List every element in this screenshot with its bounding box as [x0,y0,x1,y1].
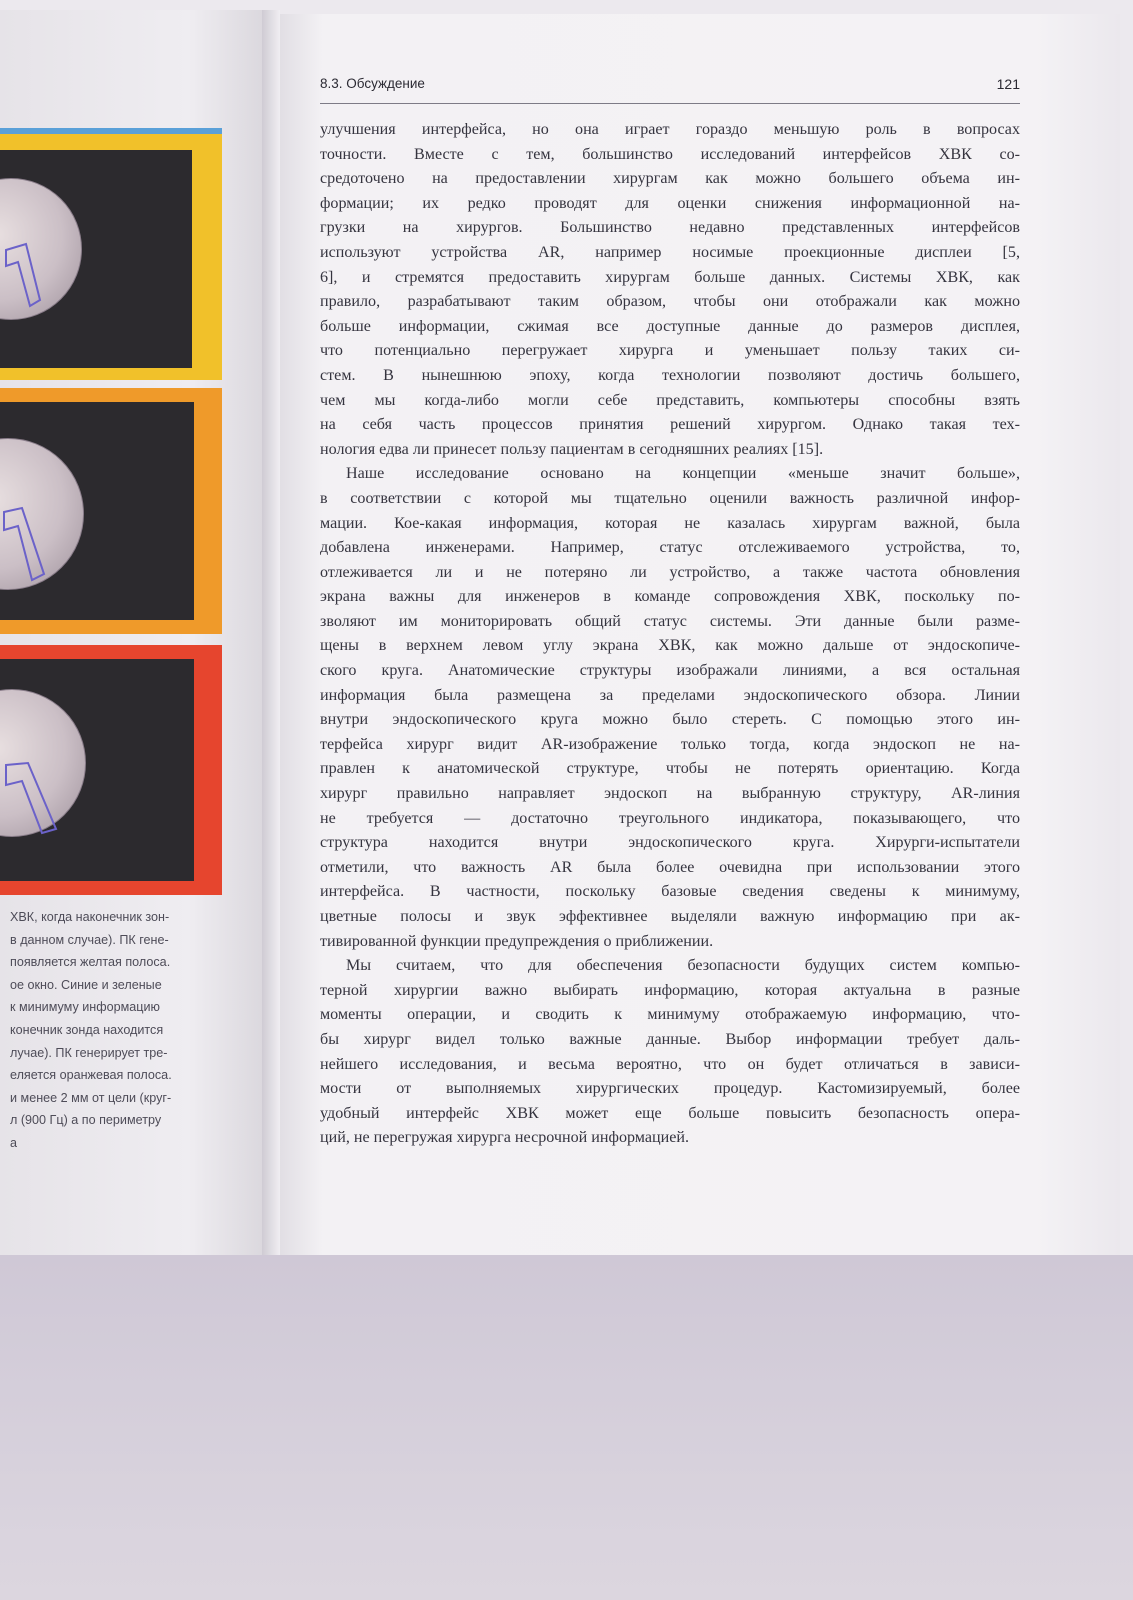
text-line: тивированной функции предупреждения о приближении. [320,932,714,950]
text-line: что потенциально перегружает хирурга и уменьшает пользу таких си- [320,342,1020,360]
text-line: зволяют им мониторировать общий статус системы. Эти данные были разме- [320,612,1020,630]
text-line: правило, разрабатывают таким образом, чтобы они отображали как можно [320,293,1020,311]
running-head [320,76,1020,98]
text-line: отметили, что важность AR была более очевидна при использовании этого [320,858,1020,876]
body-text [320,118,1020,1151]
caption-line: л (900 Гц) а по периметру [10,1113,162,1128]
text-line: экрана важны для инженеров в команде сопровождения ХВК, поскольку по- [320,588,1020,606]
caption-line: в данном случае). ПК гене- [10,932,169,947]
paragraph [320,118,1020,462]
text-line: добавлена инженерами. Например, статус отслеживаемого устройства, то, [320,539,1020,557]
text-line: цветные полосы и звук эффективнее выделяли важную информацию при ак- [320,908,1020,925]
text-line: ского круга. Анатомические структуры изображали линиями, а вся остальная [320,662,1020,680]
endoscope-view [0,402,194,620]
text-line: Мы считаем, что для обеспечения безопасности будущих систем компью- [346,957,1020,975]
text-line: хирург правильно направляет эндоскоп на выбранную структуру, AR-линия [320,785,1020,803]
probe-outline [0,482,60,592]
figure-frame-red [0,645,222,895]
page-number: 121 [996,76,1020,92]
caption-line: ое окно. Синие и зеленые [10,977,162,992]
text-line: правлен к анатомической структуре, чтобы не потерять ориентацию. Когда [320,760,1020,778]
caption-line: лучае). ПК генерирует тре- [10,1045,168,1060]
text-line: структура находится внутри эндоскопического круга. Хирурги-испытатели [320,834,1020,852]
caption-line: к минимуму информацию [10,1000,160,1015]
header-rule [320,103,1020,104]
text-line: бы хирург видел только важные данные. Выбор информации требует даль- [320,1030,1020,1048]
text-line: интерфейса. В частности, поскольку базовые сведения сведены к минимуму, [320,883,1020,901]
text-line: ций, не перегружая хирурга несрочной информацией. [320,1129,690,1147]
text-line: используют устройства AR, например носимые проекционные дисплеи [5, [320,243,1020,261]
text-line: чем мы когда-либо могли себе представить, компьютеры способны взять [320,391,1020,409]
text-line: моменты операции, и сводить к минимуму отображаемую информацию, что- [320,1006,1020,1024]
text-line: информация была размещена за пределами эндоскопического обзора. Линии [320,686,1020,704]
text-line: больше информации, сжимая все доступные данные до размеров дисплея, [320,317,1020,335]
text-line: на себя часть процессов принятия решений хирургом. Однако такая тех- [320,416,1020,434]
scanner-bed [0,1255,1133,1600]
text-line: стем. В нынешнюю эпоху, когда технологии позволяют достичь большего, [320,366,1020,384]
text-line: мости от выполняемых хирургических процедур. Кастомизируемый, более [320,1080,1020,1098]
text-line: улучшения интерфейса, но она играет гораздо меньшую роль в вопросах [320,121,1020,138]
caption-line: ХВК, когда наконечник зон- [10,910,170,924]
figure-frame-yellow [0,128,222,380]
caption-line: появляется желтая полоса. [10,955,171,970]
window-titlebar [0,128,222,134]
text-line: терфейса хирург видит AR-изображение только тогда, когда эндоскоп не на- [320,735,1020,753]
text-line: мации. Кое-какая информация, которая не казалась хирургам важной, была [320,514,1020,532]
text-line: точности. Вместе с тем, большинство исследований интерфейсов ХВК со- [320,145,1020,163]
figure-frame-orange [0,388,222,634]
probe-outline [0,733,70,843]
text-line: 6], и стремятся предоставить хирургам больше данных. Системы ХВК, как [320,268,1020,286]
paragraph [320,462,1020,954]
paragraph [320,954,1020,1151]
figure-caption [10,906,232,1155]
text-line: нейшего исследования, и весьма вероятно, что он будет отличаться в зависи- [320,1055,1020,1073]
endoscope-view [0,659,194,881]
caption-line: а [10,1135,18,1150]
text-line: средоточено на предоставлении хирургам как можно большего объема ин- [320,170,1020,188]
text-line: формации; их редко проводят для оценки снижения информационной на- [320,194,1020,212]
text-line: нология едва ли принесет пользу пациентам в сегодняшних реалиях [15]. [320,440,824,458]
text-line: внутри эндоскопического круга можно было стереть. С помощью этого ин- [320,711,1020,729]
text-line: в соответствии с которой мы тщательно оценили важность различной инфор- [320,489,1020,507]
caption-line: еляется оранжевая полоса. [10,1068,172,1083]
endoscope-view [0,150,192,368]
text-line: грузки на хирургов. Большинство недавно представленных интерфейсов [320,219,1020,237]
book-gutter [262,10,280,1255]
text-line: удобный интерфейс ХВК может еще больше повысить безопасность опера- [320,1104,1020,1122]
text-line: Наше исследование основано на концепции «меньше значит больше», [346,465,1020,483]
probe-outline [0,210,60,320]
text-line: отлеживается ли и не потеряно ли устройство, а также частота обновления [320,563,1020,581]
caption-line: и менее 2 мм от цели (круг- [10,1090,172,1105]
caption-line: конечник зонда находится [10,1022,164,1037]
text-line: не требуется — достаточно треугольного индикатора, показывающего, что [320,809,1020,827]
section-title: 8.3. Обсуждение [320,76,425,91]
text-line: щены в верхнем левом углу экрана ХВК, как можно дальше от эндоскопиче- [320,637,1020,655]
text-line: терной хирургии важно выбирать информацию, которая актуальна в разные [320,981,1020,999]
